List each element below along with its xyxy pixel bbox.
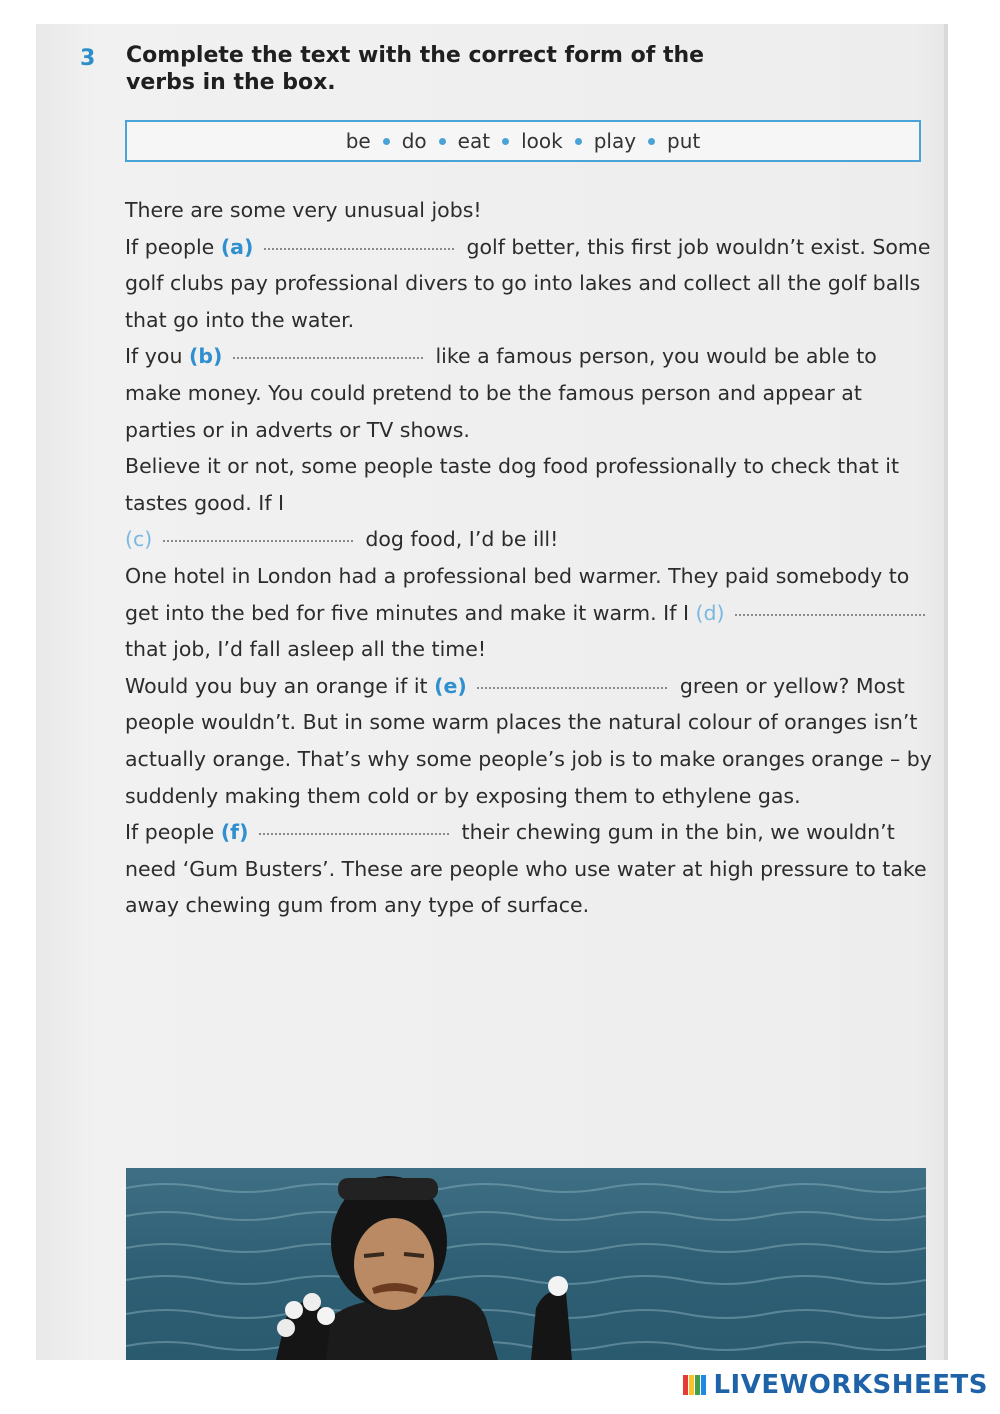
word-play: play (593, 129, 637, 153)
word-look: look (521, 129, 563, 153)
word-do: do (401, 129, 427, 153)
paragraph-a (125, 229, 935, 339)
paragraph-text: green or yellow? Most people wouldn’t. But in some warm places the natural colour of oranges isn’t actually orange. That’s why some people’s job is to make oranges orange – by suddenly making them cold or by exposing them to ethylene gas. (125, 673, 932, 808)
diver-illustration (126, 1168, 926, 1360)
paragraph-d (125, 558, 935, 668)
paragraph-b (125, 338, 935, 448)
paragraph-text: If people (125, 820, 215, 845)
paragraph-text: One hotel in London had a professional bed warmer. They paid somebody to get into the bed for five minutes and make it warm. If I (125, 563, 910, 625)
diver-photo (126, 1168, 926, 1360)
gap-label-f: (f) (220, 820, 249, 845)
bullet-separator (502, 138, 509, 145)
worksheet-page (36, 24, 948, 1360)
paragraph-text: Would you buy an orange if it (125, 673, 428, 698)
diver-face (354, 1218, 434, 1310)
bullet-separator (383, 138, 390, 145)
bullet-separator (439, 138, 446, 145)
brand-name: LIVEWORKSHEETS (713, 1370, 988, 1400)
word-put: put (667, 129, 701, 153)
instruction-line: Complete the text with the correct form of the (126, 43, 705, 68)
verb-word-box (125, 120, 921, 162)
bullet-separator (575, 138, 582, 145)
paragraph-text: their chewing gum in the bin, we wouldn’t need ‘Gum Busters’. These are people who use water at high pressure to take away chewing gum from any type of surface. (125, 820, 927, 918)
gap-label-c: (c) (125, 527, 153, 552)
gap-label-b: (b) (188, 344, 223, 369)
instruction-line: verbs in the box. (126, 70, 336, 95)
paragraph-f (125, 814, 935, 924)
gap-label-e: (e) (434, 673, 467, 698)
paragraph-text: Believe it or not, some people taste dog food professionally to check that it tastes good. If I (125, 454, 900, 515)
answer-gap-c[interactable] (163, 539, 353, 542)
paragraph-text: that job, I’d fall asleep all the time! (125, 637, 487, 662)
answer-gap-e[interactable] (477, 686, 667, 689)
bullet-separator (648, 138, 655, 145)
intro-paragraph: There are some very unusual jobs! (125, 198, 482, 222)
answer-gap-b[interactable] (233, 356, 423, 359)
liveworksheets-logo-icon (683, 1373, 709, 1397)
word-be: be (345, 129, 371, 153)
gap-label-d: (d) (695, 600, 725, 625)
paragraph-text: If people (125, 234, 215, 259)
answer-gap-a[interactable] (264, 247, 454, 250)
word-eat: eat (457, 129, 491, 153)
exercise-instruction (126, 42, 906, 96)
answer-gap-f[interactable] (259, 832, 449, 835)
paragraph-text: If you (125, 344, 183, 369)
answer-gap-d[interactable] (735, 613, 925, 616)
gap-label-a: (a) (220, 234, 254, 259)
paragraph-text: dog food, I’d be ill! (365, 527, 559, 552)
paragraph-text: like a famous person, you would be able to make money. You could pretend to be the famous person and appear at parties or in adverts or TV shows. (125, 344, 877, 442)
page-edge (944, 24, 948, 1360)
paragraph-e (125, 668, 935, 814)
exercise-number: 3 (80, 46, 96, 71)
liveworksheets-credit[interactable] (683, 1370, 988, 1400)
water-background (126, 1168, 926, 1360)
reading-text (125, 192, 935, 924)
diver-mask-strap (338, 1178, 438, 1200)
paragraph-text: golf better, this first job wouldn’t exist. Some golf clubs pay professional divers to go into lakes and collect all the golf balls that go into the water. (125, 234, 931, 332)
paragraph-c (125, 448, 935, 558)
